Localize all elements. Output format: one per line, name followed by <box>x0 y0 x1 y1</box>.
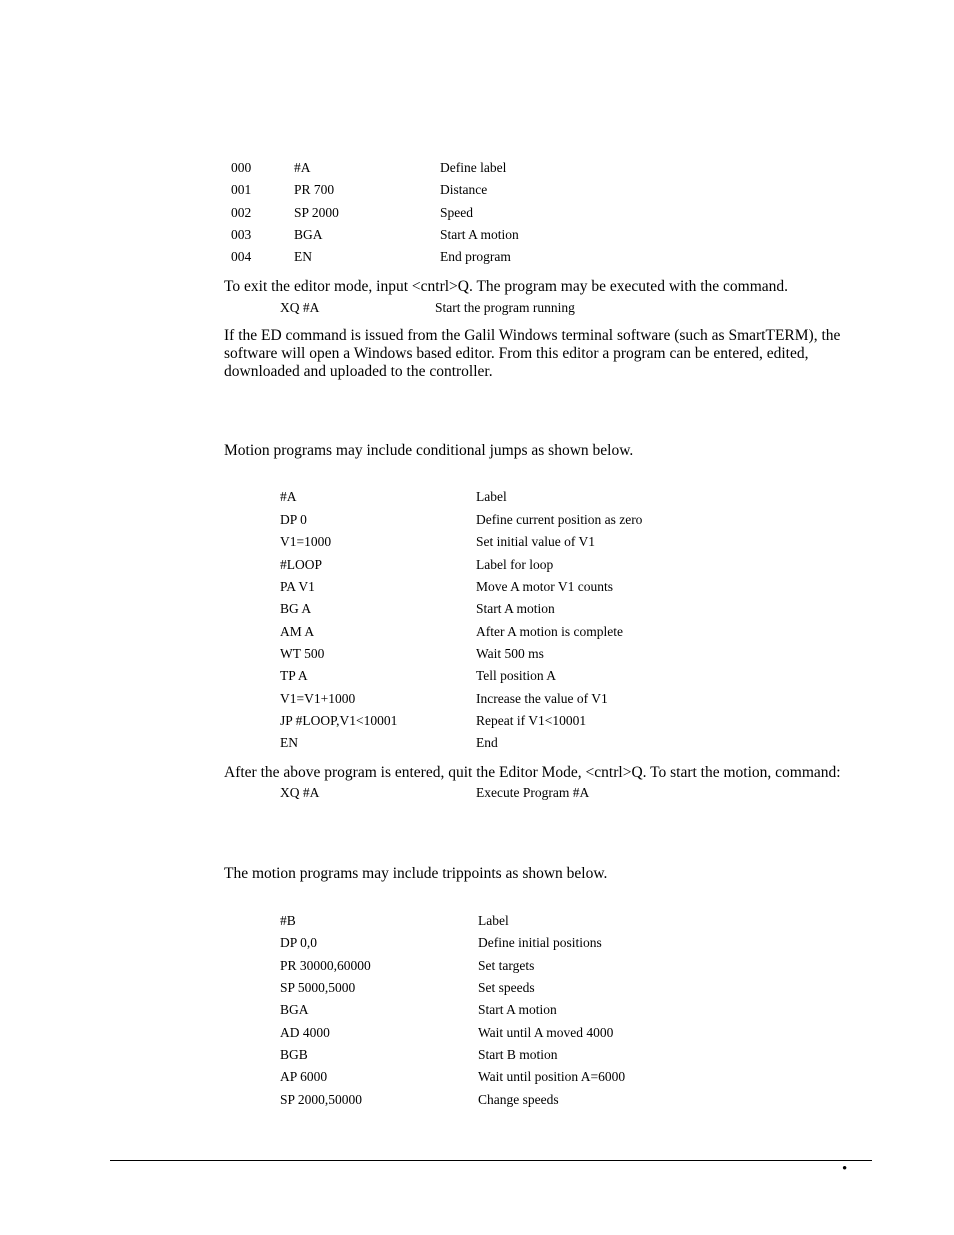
code-command: DP 0,0 <box>280 935 318 950</box>
code-command: BG A <box>280 601 312 616</box>
code-description: Wait 500 ms <box>476 646 544 661</box>
code-description: Repeat if V1<10001 <box>476 713 587 728</box>
code-description: Label for loop <box>476 557 554 572</box>
execute-command: XQ #A <box>280 785 320 800</box>
code-description: Tell position A <box>476 668 557 683</box>
code-description: After A motion is complete <box>476 624 623 639</box>
execute-description: Execute Program #A <box>476 785 590 800</box>
code-description: Set targets <box>478 958 535 973</box>
code-command: SP 5000,5000 <box>280 980 356 995</box>
code-description: Define label <box>440 160 507 175</box>
ed-command-paragraph: If the ED command is issued from the Galil Windows terminal software (such as SmartTERM), the software will open a Windows based editor. From this editor a program can be entered, edited, downloaded and uploaded to the controller. <box>224 327 841 380</box>
line-number: 004 <box>231 249 252 264</box>
code-command: BGA <box>280 1002 309 1017</box>
code-command: BGA <box>294 227 323 242</box>
code-command: PR 30000,60000 <box>280 958 371 973</box>
code-description: Change speeds <box>478 1092 559 1107</box>
footer-rule <box>110 1160 872 1161</box>
code-command: TP A <box>280 668 308 683</box>
code-command: AM A <box>280 624 315 639</box>
code-description: Start A motion <box>476 601 555 616</box>
trippoints-intro-text: The motion programs may include trippoints as shown below. <box>224 865 608 882</box>
code-command: AP 6000 <box>280 1069 328 1084</box>
code-description: Start A motion <box>440 227 519 242</box>
code-description: Set initial value of V1 <box>476 534 595 549</box>
line-number: 003 <box>231 227 252 242</box>
code-command: AD 4000 <box>280 1025 330 1040</box>
code-command: EN <box>294 249 312 264</box>
code-command: V1=1000 <box>280 534 332 549</box>
code-command: PR 700 <box>294 182 335 197</box>
jumps-intro-text: Motion programs may include conditional jumps as shown below. <box>224 442 634 459</box>
code-description: Speed <box>440 205 473 220</box>
code-description: Set speeds <box>478 980 535 995</box>
after-program-text: After the above program is entered, quit the Editor Mode, <cntrl>Q. To start the motion, command: <box>224 764 841 781</box>
code-description: Distance <box>440 182 488 197</box>
code-command: #A <box>294 160 311 175</box>
code-description: Increase the value of V1 <box>476 691 608 706</box>
code-command: JP #LOOP,V1<10001 <box>280 713 398 728</box>
line-number: 000 <box>231 160 252 175</box>
code-description: End <box>476 735 498 750</box>
code-command: PA V1 <box>280 579 315 594</box>
footer-bullet: • <box>842 1161 848 1177</box>
code-description: Start A motion <box>478 1002 557 1017</box>
code-command: SP 2000 <box>294 205 339 220</box>
code-description: Define current position as zero <box>476 512 643 527</box>
code-command: WT 500 <box>280 646 325 661</box>
line-number: 001 <box>231 182 252 197</box>
code-description: End program <box>440 249 511 264</box>
code-description: Label <box>478 913 509 928</box>
line-number: 002 <box>231 205 252 220</box>
code-description: Start B motion <box>478 1047 558 1062</box>
code-command: V1=V1+1000 <box>280 691 356 706</box>
code-command: BGB <box>280 1047 308 1062</box>
execute-description: Start the program running <box>435 300 575 315</box>
code-command: #LOOP <box>280 557 323 572</box>
code-description: Label <box>476 489 507 504</box>
exit-instruction-text: To exit the editor mode, input <cntrl>Q. The program may be executed with the command. <box>224 278 789 295</box>
code-command: EN <box>280 735 298 750</box>
code-command: #A <box>280 489 297 504</box>
execute-command: XQ #A <box>280 300 320 315</box>
code-description: Wait until position A=6000 <box>478 1069 626 1084</box>
code-description: Define initial positions <box>478 935 602 950</box>
code-description: Move A motor V1 counts <box>476 579 614 594</box>
code-command: DP 0 <box>280 512 307 527</box>
code-command: SP 2000,50000 <box>280 1092 363 1107</box>
code-command: #B <box>280 913 296 928</box>
code-description: Wait until A moved 4000 <box>478 1025 614 1040</box>
